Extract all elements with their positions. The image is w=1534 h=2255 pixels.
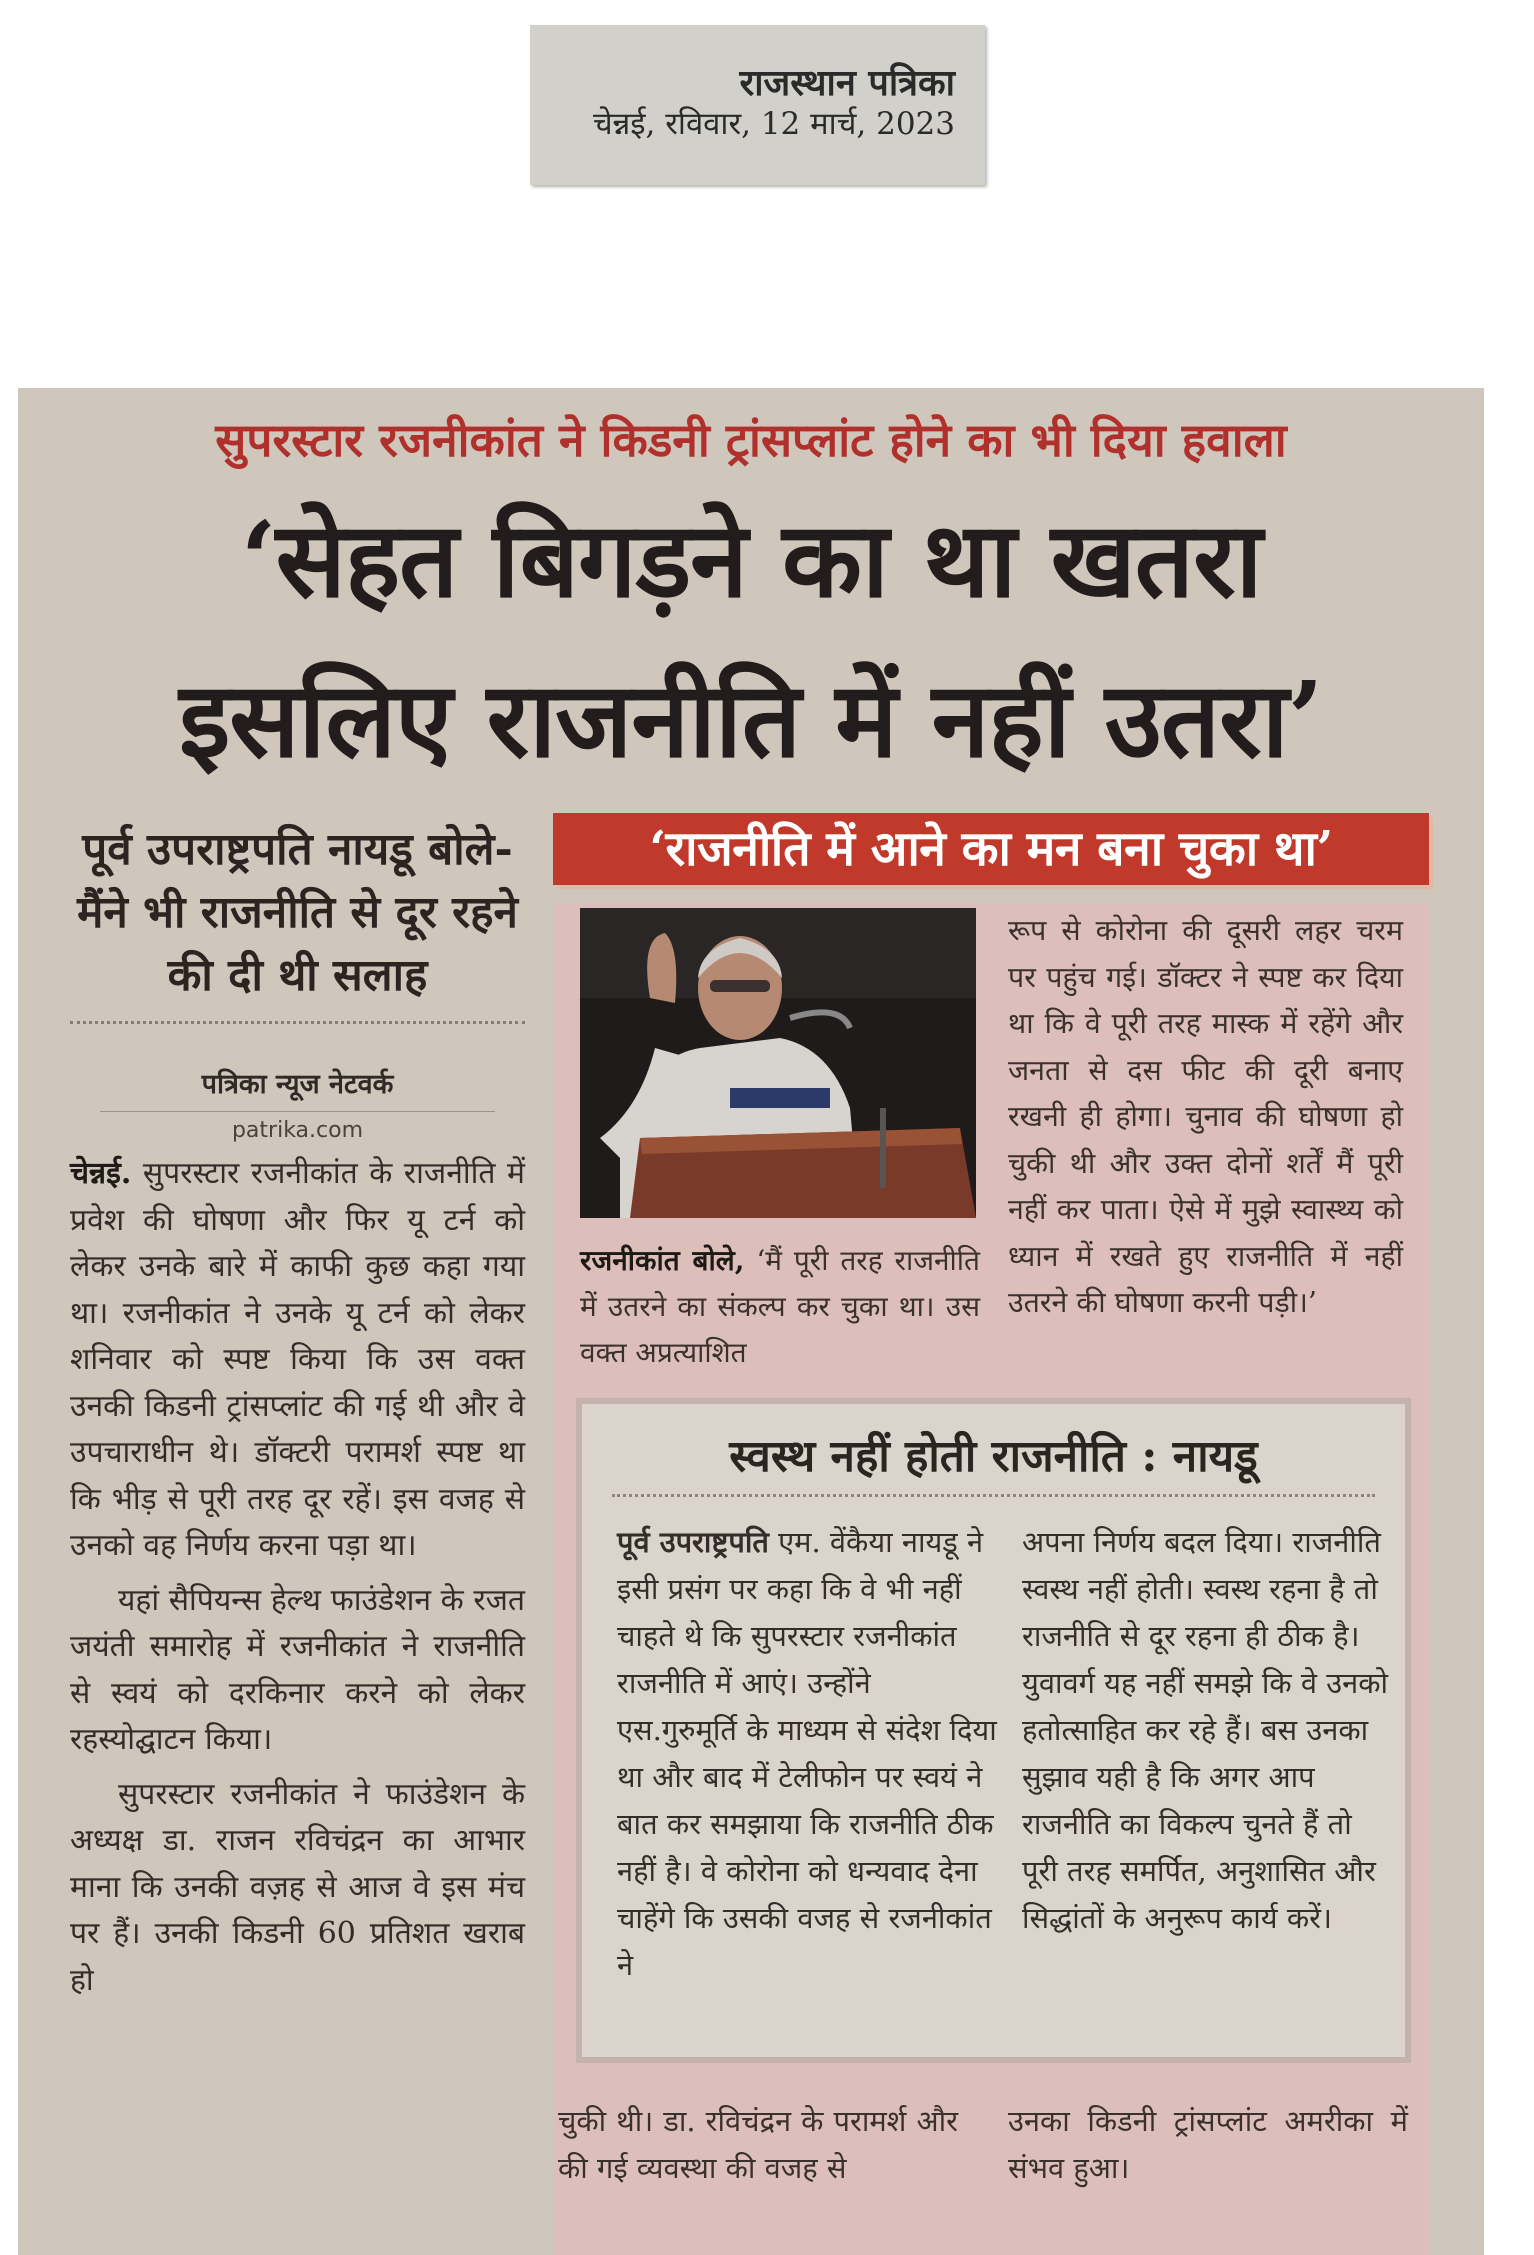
naidu-box-divider — [612, 1494, 1375, 1497]
newspaper-masthead-clip — [530, 25, 985, 185]
kicker-headline: सुपरस्टार रजनीकांत ने किडनी ट्रांसप्लांट होने का भी दिया हवाला — [215, 413, 1287, 467]
photo-caption — [580, 1238, 980, 1376]
speaker-photo-image — [580, 908, 976, 1218]
article-paragraph-1 — [70, 1151, 525, 1570]
article-continuation-col-2: चुकी थी। डा. रविचंद्रन के परामर्श और की गई व्यवस्था की वजह से — [558, 2104, 958, 2185]
naidu-box-column-2: अपना निर्णय बदल दिया। राजनीति स्वस्थ नहीं होती। स्वस्थ रहना है तो राजनीति से दूर रहना ही ठीक है। युवावर्ग यह नहीं समझे कि वे उनको हतोत्साहित कर रहे हैं। बस उनका सुझाव यही है कि अगर आप राजनीति का विकल्प चुनते हैं तो पूरी तरह समर्पित, अनुशासित और सिद्धांतों के अनुरूप कार्य करें। — [1022, 1525, 1388, 1935]
paragraph-1-text: सुपरस्टार रजनीकांत के राजनीति में प्रवेश की घोषणा और फिर यू टर्न को लेकर उनके बारे में काफी कुछ कहा गया था। रजनीकांत ने उनके यू टर्न को लेकर शनिवार को स्पष्ट किया कि उस वक्त उनकी किडनी ट्रांसप्लांट की गई थी और वे उपचाराधीन थे। डॉक्टरी परामर्श स्पष्ट था कि भीड़ से पूरी तरह दूर रहें। इस वजह से उनको वह निर्णय करना पड़ा था। — [70, 1156, 525, 1563]
naidu-box-column-1 — [617, 1519, 997, 1989]
naidu-col1-text: एम. वेंकैया नायडू ने इसी प्रसंग पर कहा कि वे भी नहीं चाहते थे कि सुपरस्टार रजनीकांत राजनीति में आएं। उन्होंने एस.गुरुमूर्ति के माध्यम से संदेश दिया था और बाद में टेलीफोन पर स्वयं ने बात कर समझाया कि राजनीति ठीक नहीं है। वे कोरोना को धन्यवाद देना चाहेंगे कि उसकी वजह से रजनीकांत ने — [617, 1525, 997, 1982]
quote-banner: ‘राजनीति में आने का मन बना चुका था’ — [553, 813, 1429, 885]
caption-lead: रजनीकांत बोले, — [580, 1244, 745, 1277]
byline: पत्रिका न्यूज नेटवर्क — [201, 1069, 394, 1100]
publication-date: चेन्नई, रविवार, 12 मार्च, 2023 — [592, 106, 955, 143]
newspaper-name: राजस्थान पत्रिका — [739, 62, 955, 104]
rajinikanth-speaking-photo — [580, 908, 976, 1218]
naidu-box-title: स्वस्थ नहीं होती राजनीति : नायडू — [729, 1431, 1258, 1482]
byline-website: patrika.com — [100, 1111, 495, 1143]
naidu-lead: पूर्व उपराष्ट्रपति — [617, 1525, 769, 1559]
headline-line-2: इसलिए राजनीति में नहीं उतरा’ — [179, 658, 1323, 781]
subheadline: पूर्व उपराष्ट्रपति नायडू बोले-मैंने भी राजनीति से दूर रहने की दी थी सलाह — [70, 818, 525, 1024]
main-headline — [18, 480, 1484, 800]
article-paragraph-2: यहां सैपियन्स हेल्थ फाउंडेशन के रजत जयंती समारोह में रजनीकांत ने राजनीति से स्वयं को दरकिनार करने को लेकर रहस्योद्घाटन किया। — [70, 1582, 525, 1757]
article-clipping — [18, 388, 1484, 2255]
naidu-box — [576, 1398, 1411, 2063]
article-paragraph-3: सुपरस्टार रजनीकांत ने फाउंडेशन के अध्यक्ष डा. राजन रविचंद्रन का आभार माना कि उनकी वज़ह से आज वे इस मंच पर हैं। उनकी किडनी 60 प्रतिशत खराब हो — [70, 1776, 525, 1998]
caption-text: ‘मैं पूरी तरह राजनीति में उतरने का संकल्प कर चुका था। उस वक्त अप्रत्याशित — [580, 1244, 980, 1369]
article-continuation-col-3: उनका किडनी ट्रांसप्लांट अमरीका में संभव हुआ। — [1008, 2104, 1408, 2185]
headline-line-1: ‘सेहत बिगड़ने का था खतरा — [240, 498, 1262, 621]
quote-right-column: रूप से कोरोना की दूसरी लहर चरम पर पहुंच गई। डॉक्टर ने स्पष्ट कर दिया था कि वे पूरी तरह मास्क में रहेंगे और जनता से दस फीट की दूरी बनाए रखनी ही होगा। चुनाव की घोषणा हो चुकी थी और उक्त दोनों शर्तें मैं पूरी नहीं कर पाता। ऐसे में मुझे स्वास्थ्य को ध्यान में रखते हुए राजनीति में नहीं उतरने की घोषणा करनी पड़ी।’ — [1008, 914, 1403, 1319]
left-column — [70, 818, 525, 2004]
dateline: चेन्नई. — [70, 1156, 132, 1191]
